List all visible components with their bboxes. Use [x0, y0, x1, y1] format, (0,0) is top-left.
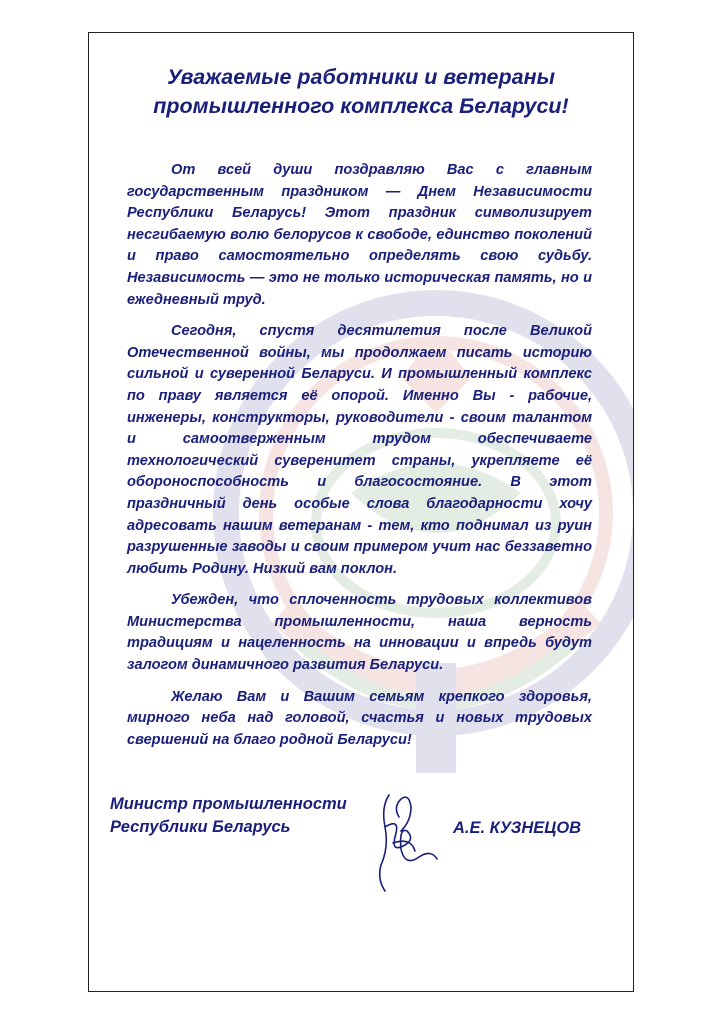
position-line-2: Республики Беларусь — [110, 818, 291, 836]
handwritten-signature-icon — [371, 787, 439, 897]
position-line-1: Министр промышленности — [110, 795, 347, 813]
letter-page — [88, 32, 634, 992]
title-line-2: промышленного комплекса Беларуси! — [153, 94, 569, 118]
signatory-position — [110, 793, 347, 839]
letter-title — [89, 63, 633, 121]
title-line-1: Уважаемые работники и ветераны — [167, 65, 555, 89]
paragraph-conviction: Убежден, что сплоченность трудовых коллективов Министерства промышленности, наша верность традициям и нацеленность на инновации и впредь будут залогом динамичного развития Беларуси. — [127, 592, 592, 674]
letter-body — [127, 160, 592, 761]
paragraph-greeting: От всей души поздравляю Вас с главным государственным праздником — Днем Независимости Республики Беларусь! Этот праздник символизирует несгибаемую волю белорусов к свободе, единство поколений и право самостоятельно определять свою судьбу. Независимость — это не только историческая память, но и ежедневный труд. — [127, 162, 592, 308]
paragraph-history: Сегодня, спустя десятилетия после Великой Отечественной войны, мы продолжаем писать историю сильной и суверенной Беларуси. И промышленный комплекс по праву является её опорой. Именно Вы - рабочие, инженеры, конструкторы, руководители - своим талантом и самоотверженным трудом обеспечиваете технологический суверенитет страны, укрепляете её обороноспособность и благосостояние. В этот праздничный день особые слова благодарности хочу адресовать нашим ветеранам - тем, кто поднимал из руин разрушенные заводы и своим примером учит нас беззаветно любить Родину. Низкий вам поклон. — [127, 323, 592, 577]
signatory-name: А.Е. КУЗНЕЦОВ — [453, 819, 582, 837]
paragraph-wishes: Желаю Вам и Вашим семьям крепкого здоровья, мирного неба над головой, счастья и новых трудовых свершений на благо родной Беларуси! — [127, 688, 592, 748]
